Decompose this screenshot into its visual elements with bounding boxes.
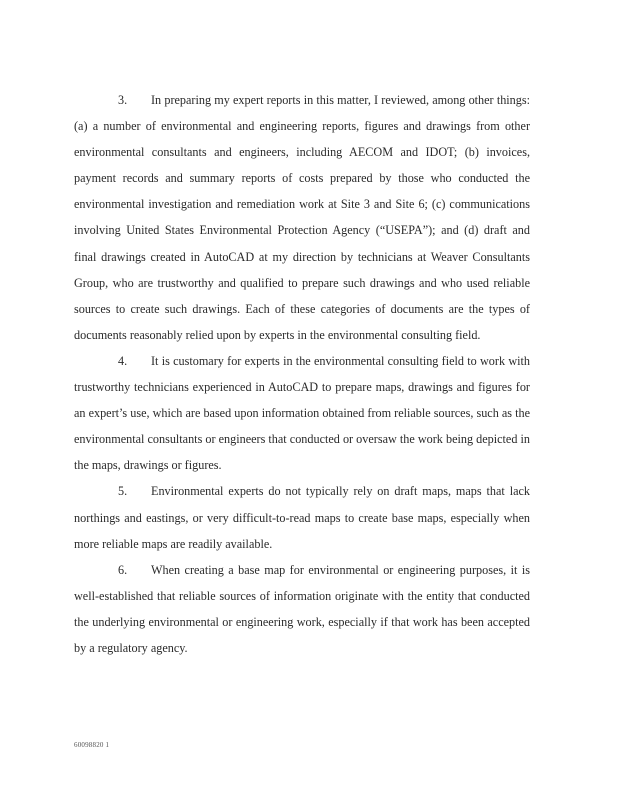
- paragraph-text: When creating a base map for environmental or engineering purposes, it is well-established that reliable sources of information originate with the entity that conducted the underlying environmental or engineering work, especially if that work has been accepted by a regulatory agency.: [74, 562, 530, 655]
- paragraph-4: [74, 348, 530, 478]
- paragraph-text: Environmental experts do not typically rely on draft maps, maps that lack northings and eastings, or very difficult-to-read maps to create base maps, especially when more reliable maps are readily available.: [74, 484, 530, 551]
- paragraph-text: It is customary for experts in the environmental consulting field to work with trustworthy technicians experienced in AutoCAD to prepare maps, drawings and figures for an expert’s use, which are based upon information obtained from reliable sources, such as the environmental consultants or engineers that conducted or oversaw the work being depicted in the maps, drawings or figures.: [74, 353, 530, 473]
- document-footer-id: 60098820 1: [74, 741, 110, 749]
- paragraph-3: [74, 87, 530, 348]
- paragraph-text: In preparing my expert reports in this matter, I reviewed, among other things: (a) a number of environmental and engineering reports, figures and drawings from other environmental consultants and engineers, including AECOM and IDOT; (b) invoices, payment records and summary reports of costs prepared by those who conducted the environmental investigation and remediation work at Site 3 and Site 6; (c) communications involving United States Environmental Protection Agency (“USEPA”); and (d) draft and final drawings created in AutoCAD at my direction by technicians at Weaver Consultants Group, who are trustworthy and qualified to prepare such drawings and who used reliable sources to create such drawings. Each of these categories of documents are the types of documents reasonably relied upon by experts in the environmental consulting field.: [74, 93, 530, 342]
- paragraph-number: 6.: [118, 562, 128, 577]
- paragraph-number: 5.: [118, 484, 128, 499]
- paragraph-5: [74, 478, 530, 556]
- document-body: [74, 87, 530, 661]
- paragraph-6: [74, 557, 530, 661]
- paragraph-number: 3.: [118, 93, 128, 107]
- paragraph-number: 4.: [118, 353, 128, 368]
